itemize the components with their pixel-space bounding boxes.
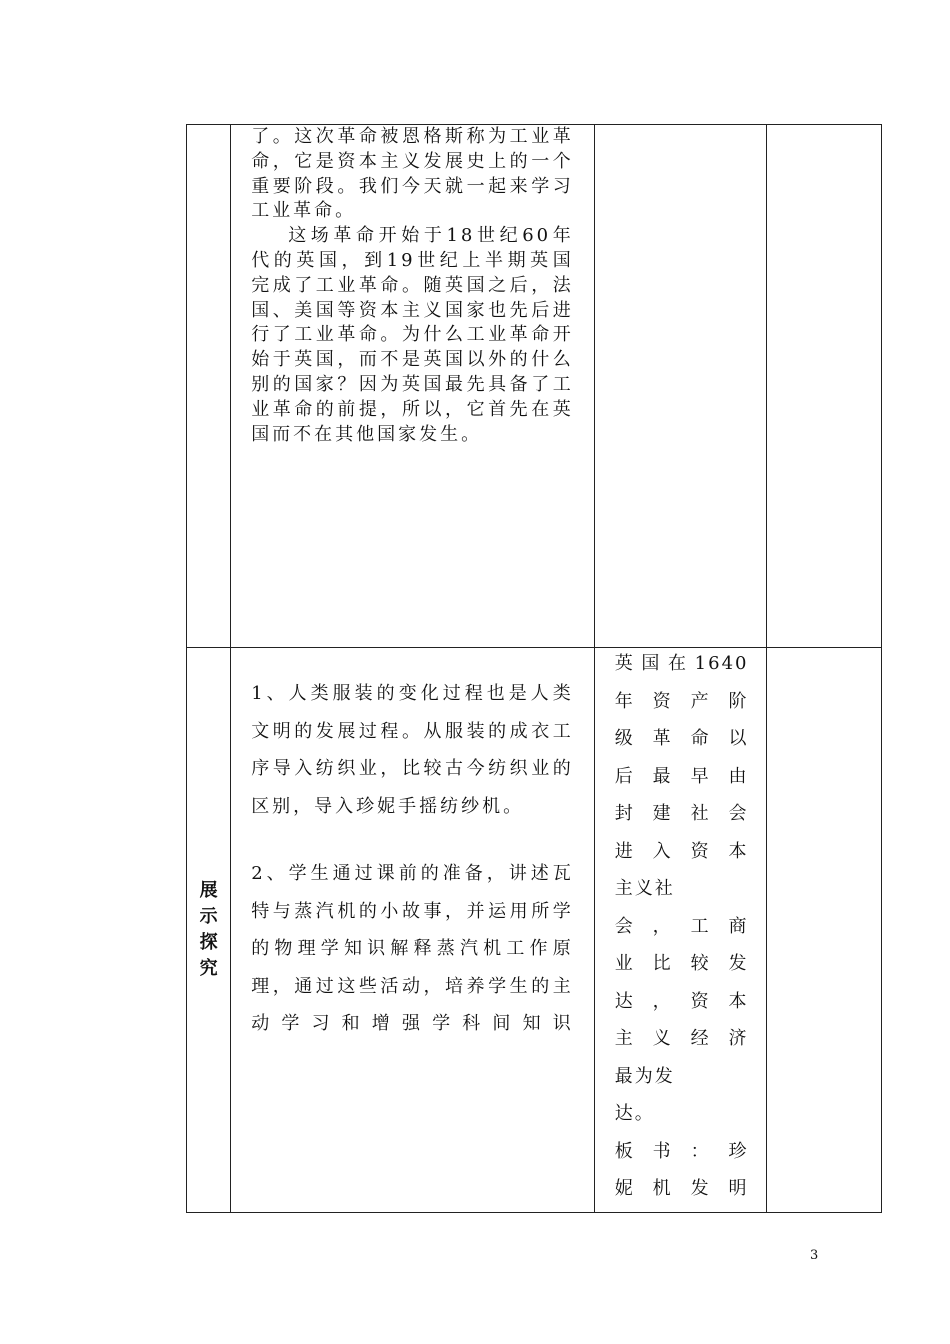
- remarks-cell: [767, 125, 882, 648]
- remarks-cell: [767, 648, 882, 1213]
- note-line: 达。: [614, 1103, 655, 1124]
- note-line: 主义社: [614, 878, 675, 899]
- teaching-content-cell: [231, 648, 595, 1213]
- note-line: 进入资本: [614, 840, 749, 862]
- stage-cell: [187, 125, 231, 648]
- note-line: 板书：珍: [614, 1140, 749, 1162]
- stage-cell: [187, 648, 231, 1213]
- note-line: 妮机发明: [614, 1178, 749, 1199]
- notes-cell: [594, 125, 767, 648]
- note-line: 会，工商: [614, 915, 749, 937]
- activity-2: 2、学生通过课前的准备，讲述瓦特与蒸汽机的小故事，并运用所学的物理学知识解释蒸汽机工作原理，通过这些活动，培养学生的主动学习和增强学科间知识: [251, 863, 574, 1034]
- note-line: 级革命以: [614, 728, 749, 749]
- lesson-plan-table: [186, 124, 882, 1213]
- table-row-intro: [187, 125, 882, 648]
- teaching-content-cell: [231, 125, 595, 648]
- note-line: 后最早由: [614, 765, 749, 787]
- note-line: 英国在1640: [614, 653, 749, 674]
- note-line: 达，资本: [614, 990, 749, 1012]
- intro-paragraph-1: 了。这次革命被恩格斯称为工业革命，它是资本主义发展史上的一个重要阶段。我们今天就一起来学习工业革命。: [251, 126, 574, 222]
- note-line: 业比较发: [614, 953, 749, 974]
- page-number: 3: [810, 1248, 819, 1263]
- activity-1: 1、人类服装的变化过程也是人类文明的发展过程。从服装的成衣工序导入纺织业，比较古今纺织业的区别，导入珍妮手摇纺纱机。: [251, 683, 574, 817]
- note-line: 主义经济: [614, 1028, 749, 1049]
- table-row-explore: [187, 648, 882, 1213]
- note-line: 年资产阶: [614, 690, 749, 712]
- intro-paragraph-2: 这场革命开始于18世纪60年代的英国，到19世纪上半期英国完成了工业革命。随英国之后，法国、美国等资本主义国家也先后进行了工业革命。为什么工业革命开始于英国，而不是英国以外的什么别的国家？因为英国最先具备了工业革命的前提，所以，它首先在英国而不在其他国家发生。: [251, 225, 574, 445]
- note-line: 最为发: [614, 1065, 675, 1087]
- note-line: 封建社会: [614, 803, 749, 824]
- notes-cell: [594, 648, 767, 1213]
- stage-label: 展示探究: [199, 880, 218, 979]
